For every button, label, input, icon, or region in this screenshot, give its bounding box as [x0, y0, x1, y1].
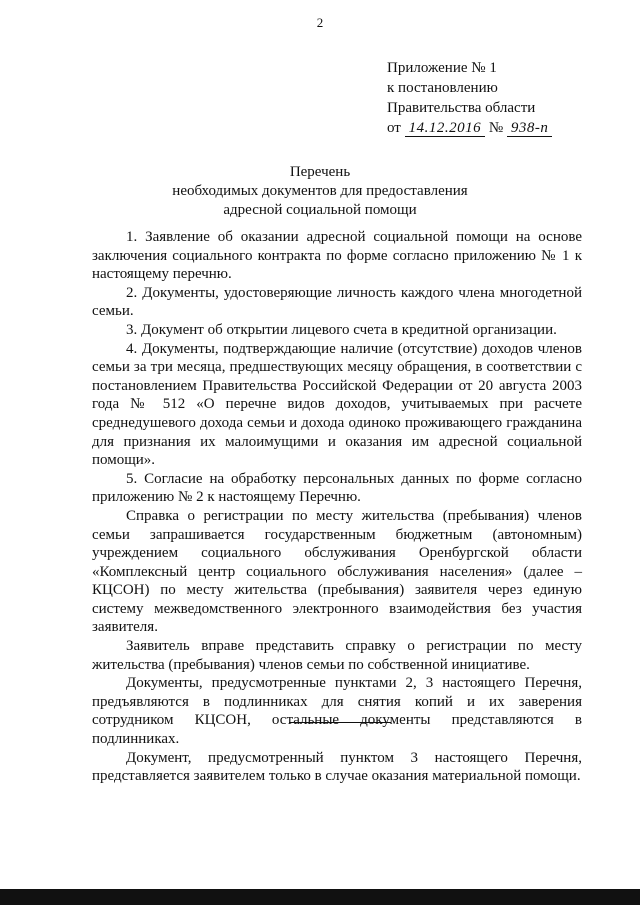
from-label: от	[387, 120, 401, 136]
appendix-line: Приложение № 1	[387, 60, 497, 76]
paragraph: 2. Документы, удостоверяющие личность каждого члена многодетной семьи.	[92, 284, 582, 320]
appendix-line: к постановлению	[387, 80, 498, 96]
number-label: №	[488, 120, 504, 136]
appendix-date-line	[387, 118, 552, 138]
paragraph: 1. Заявление об оказании адресной социальной помощи на основе заключения социального контракта по форме согласно приложению № 1 к настоящему перечню.	[92, 229, 582, 283]
title-line: необходимых документов для предоставления	[172, 183, 468, 199]
page-number: 2	[316, 15, 324, 30]
appendix-line: Правительства области	[387, 100, 536, 116]
paragraph: Документы, предусмотренные пунктами 2, 3 настоящего Перечня, предъявляются в подлинниках для снятия копий и их заверения сотрудником КЦСОН, остальные документы представляются в подлинниках.	[92, 675, 582, 748]
document-title	[0, 163, 640, 220]
paragraph: Документ, предусмотренный пунктом 3 настоящего Перечня, представляется заявителем только в случае оказания материальной помощи.	[92, 749, 582, 785]
handwritten-number: 938-п	[507, 120, 553, 137]
paragraph: Заявитель вправе представить справку о регистрации по месту жительства (пребывания) членов семьи по собственной инициативе.	[92, 638, 582, 673]
paragraph: 5. Согласие на обработку персональных данных по форме согласно приложению № 2 к настоящему Перечню.	[92, 470, 582, 506]
paragraph: 4. Документы, подтверждающие наличие (отсутствие) доходов членов семьи за три месяца, предшествующих месяцу обращения, в соответствии с постановлением Правительства Российской Федерации от 20 августа 2003 года № 512 «О перечне видов доходов, учитываемых при расчете среднедушевого дохода семьи и дохода одиноко проживающего гражданина для признания их малоимущими и оказания им адресной социальной помощи».	[92, 340, 582, 469]
document-body	[92, 228, 582, 786]
title-line: Перечень	[289, 164, 351, 180]
paragraph: 3. Документ об открытии лицевого счета в кредитной организации.	[126, 321, 557, 338]
appendix-header	[387, 58, 552, 138]
title-line: адресной социальной помощи	[223, 202, 417, 218]
handwritten-date: 14.12.2016	[405, 120, 486, 137]
end-divider	[289, 722, 391, 723]
paragraph: Справка о регистрации по месту жительства (пребывания) членов семьи запрашивается государственным бюджетным (автономным) учреждением социального обслуживания Оренбургской области «Комплексный центр социального обслуживания населения» (далее – КЦСОН) по месту жительства (пребывания) заявителя через единую систему межведомственного электронного взаимодействия без участия заявителя.	[92, 507, 582, 636]
scan-edge-bar	[0, 889, 640, 905]
